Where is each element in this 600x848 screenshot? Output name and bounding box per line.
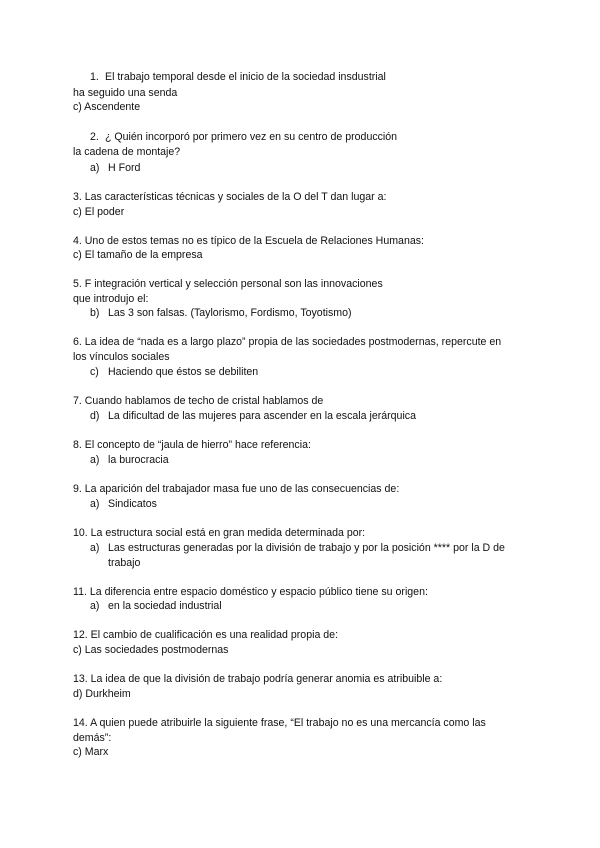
question-12-line-1: 12. El cambio de cualificación es una realidad propia de:: [73, 629, 339, 641]
question-13-answer: d) Durkheim: [73, 688, 131, 700]
question-11-answer: a) en la sociedad industrial: [90, 600, 222, 612]
question-2-line-2: la cadena de montaje?: [73, 146, 181, 158]
question-5-line-1: 5. F integración vertical y selección personal son las innovaciones: [73, 278, 383, 290]
question-3-answer: c) El poder: [73, 206, 125, 218]
question-5-answer: b) Las 3 son falsas. (Taylorismo, Fordismo, Toyotismo): [90, 307, 352, 319]
question-8-answer: a) la burocracia: [90, 454, 169, 466]
question-6-line-2: los vínculos sociales: [73, 351, 170, 363]
question-2-number: 2.: [90, 131, 99, 143]
question-9-answer: a) Sindicatos: [90, 498, 157, 510]
question-10-answer-line-2: trabajo: [108, 557, 141, 569]
question-14-line-2: demás”:: [73, 732, 112, 744]
question-1-line-1: 1. El trabajo temporal desde el inicio de la sociedad insdustrial: [90, 71, 386, 83]
question-5-line-2: que introdujo el:: [73, 293, 149, 305]
question-3-line-1: 3. Las características técnicas y sociales de la O del T dan lugar a:: [73, 191, 387, 203]
question-14-line-1: 14. A quien puede atribuirle la siguiente frase, “El trabajo no es una mercancía como las: [73, 717, 486, 729]
question-8-line-1: 8. El concepto de “jaula de hierro” hace referencia:: [73, 439, 311, 451]
question-14-answer: c) Marx: [73, 746, 109, 758]
question-1-line-2: ha seguido una senda: [73, 87, 178, 99]
question-13-line-1: 13. La idea de que la división de trabajo podría generar anomia es atribuible a:: [73, 673, 443, 685]
question-6-answer: c) Haciendo que éstos se debiliten: [90, 366, 259, 378]
question-2-answer: a) H Ford: [90, 162, 141, 174]
question-7-answer: d) La dificultad de las mujeres para ascender en la escala jerárquica: [90, 410, 416, 422]
question-10-answer: a) Las estructuras generadas por la división de trabajo y por la posición **** por la D de: [90, 542, 505, 554]
question-6-line-1: 6. La idea de “nada es a largo plazo” propia de las sociedades postmodernas, repercute en: [73, 336, 502, 348]
question-2-line-1: 2. ¿ Quién incorporó por primero vez en su centro de producción: [90, 131, 398, 143]
question-1-number: 1.: [90, 71, 99, 83]
question-4-answer: c) El tamaño de la empresa: [73, 249, 203, 261]
question-10-line-1: 10. La estructura social está en gran medida determinada por:: [73, 527, 366, 539]
question-9-line-1: 9. La aparición del trabajador masa fue uno de las consecuencias de:: [73, 483, 400, 495]
question-11-line-1: 11. La diferencia entre espacio doméstico y espacio público tiene su origen:: [73, 586, 428, 598]
question-1-answer: c) Ascendente: [73, 101, 141, 113]
question-7-line-1: 7. Cuando hablamos de techo de cristal hablamos de: [73, 395, 324, 407]
question-12-answer: c) Las sociedades postmodernas: [73, 644, 229, 656]
question-4-line-1: 4. Uno de estos temas no es típico de la Escuela de Relaciones Humanas:: [73, 235, 424, 247]
